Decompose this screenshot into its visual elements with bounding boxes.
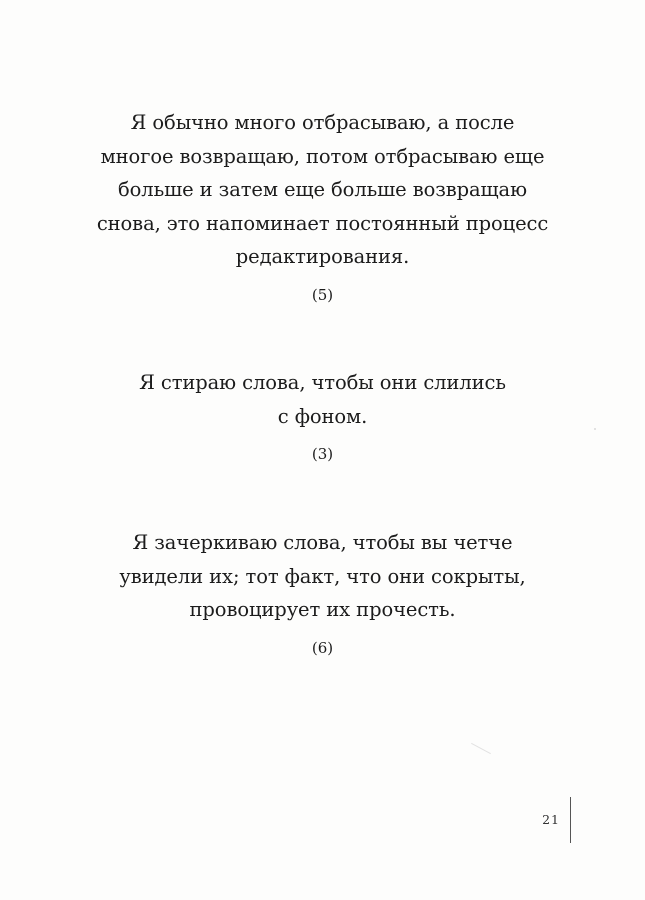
paper-speck: [594, 428, 596, 430]
quote-block: [0, 366, 645, 464]
quote-line: увидели их; тот факт, что они сокрыты,: [119, 564, 526, 588]
quote-block: [0, 526, 645, 658]
quote-line: Я зачеркиваю слова, чтобы вы четче: [132, 531, 513, 554]
page-number: 21: [542, 812, 560, 827]
quote-line: провоцирует их прочесть.: [189, 598, 456, 621]
quote-number: (5): [311, 285, 334, 304]
quote-number: (6): [311, 638, 334, 657]
quote-line: многое возвращаю, потом отбрасываю еще: [100, 144, 545, 168]
quote-line: снова, это напоминает постоянный процесс: [96, 211, 549, 235]
paper-speck: [471, 743, 491, 754]
quote-line: Я обычно много отбрасываю, а после: [130, 111, 515, 134]
quote-line: с фоном.: [277, 404, 368, 428]
quote-line: больше и затем еще больше возвращаю: [118, 178, 527, 201]
quote-line: Я стираю слова, чтобы они слились: [139, 371, 506, 394]
quote-line: редактирования.: [235, 245, 410, 268]
quote-number: (3): [311, 445, 334, 463]
quote-block: [0, 106, 645, 305]
page-number-rule: [570, 797, 571, 843]
